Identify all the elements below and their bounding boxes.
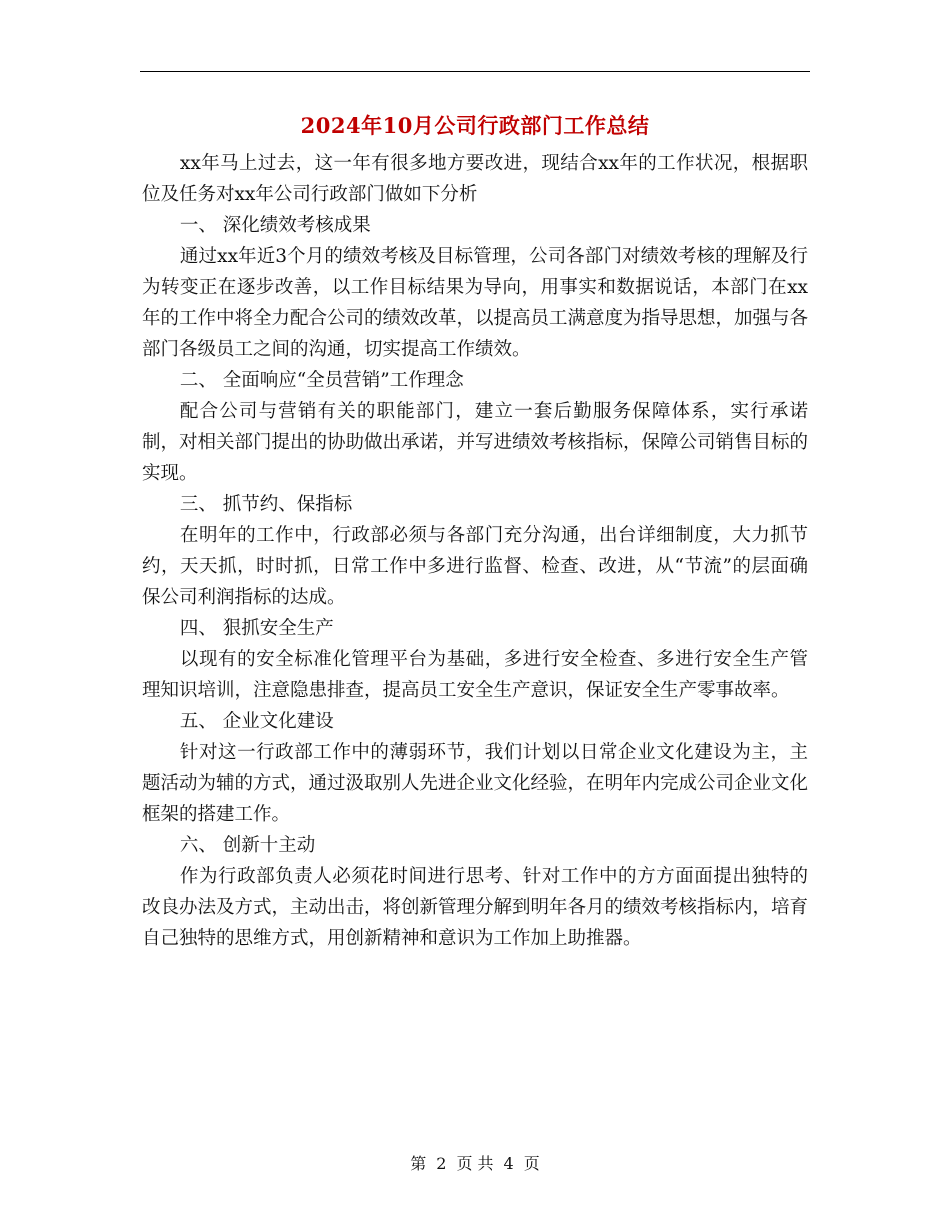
page-footer (0, 1150, 950, 1178)
page-total-number: 4 (503, 1154, 514, 1173)
section-paragraph-1: 通过xx年近3个月的绩效考核及目标管理，公司各部门对绩效考核的理解及行为转变正在逐步改善，以工作目标结果为导向，用事实和数据说话，本部门在xx年的工作中将全力配合公司的绩效改革，以提高员工满意度为指导思想，加强与各部门各级员工之间的沟通，切实提高工作绩效。 (142, 246, 809, 360)
section-heading-6: 六、 创新十主动 (179, 835, 316, 856)
section-paragraph-6: 作为行政部负责人必须花时间进行思考、针对工作中的方方面面提出独特的改良办法及方式，主动出击，将创新管理分解到明年各月的绩效考核指标内，培育自己独特的思维方式，用创新精神和意识为工作加上助推器。 (142, 866, 809, 949)
document-title: 2024年10月公司行政部门工作总结 (300, 113, 650, 138)
section-heading-1: 一、 深化绩效考核成果 (179, 215, 371, 236)
page-current-number: 2 (436, 1154, 447, 1173)
intro-paragraph: xx年马上过去，这一年有很多地方要改进，现结合xx年的工作状况，根据职位及任务对xx年公司行政部门做如下分析 (142, 153, 808, 205)
document-body (142, 148, 808, 954)
section-heading-3: 三、 抓节约、保指标 (179, 494, 353, 515)
section-heading-4: 四、 狠抓安全生产 (179, 618, 334, 639)
header-rule (140, 71, 810, 72)
page-label-suffix: 页 (523, 1154, 540, 1173)
section-paragraph-5: 针对这一行政部工作中的薄弱环节，我们计划以日常企业文化建设为主，主题活动为辅的方式，通过汲取别人先进企业文化经验，在明年内完成公司企业文化框架的搭建工作。 (142, 742, 809, 825)
page-label-prefix: 第 (410, 1154, 427, 1173)
section-heading-2: 二、 全面响应“全员营销”工作理念 (179, 370, 464, 391)
section-paragraph-2: 配合公司与营销有关的职能部门，建立一套后勤服务保障体系，实行承诺制，对相关部门提出的协助做出承诺，并写进绩效考核指标，保障公司销售目标的实现。 (142, 401, 809, 484)
section-paragraph-3: 在明年的工作中，行政部必须与各部门充分沟通，出台详细制度，大力抓节约，天天抓，时时抓，日常工作中多进行监督、检查、改进，从“节流”的层面确保公司利润指标的达成。 (142, 525, 808, 608)
page-label-mid: 页 共 (456, 1154, 494, 1173)
section-heading-5: 五、 企业文化建设 (179, 711, 334, 732)
section-paragraph-4: 以现有的安全标准化管理平台为基础，多进行安全检查、多进行安全生产管理知识培训，注意隐患排查，提高员工安全生产意识，保证安全生产零事故率。 (142, 649, 808, 701)
